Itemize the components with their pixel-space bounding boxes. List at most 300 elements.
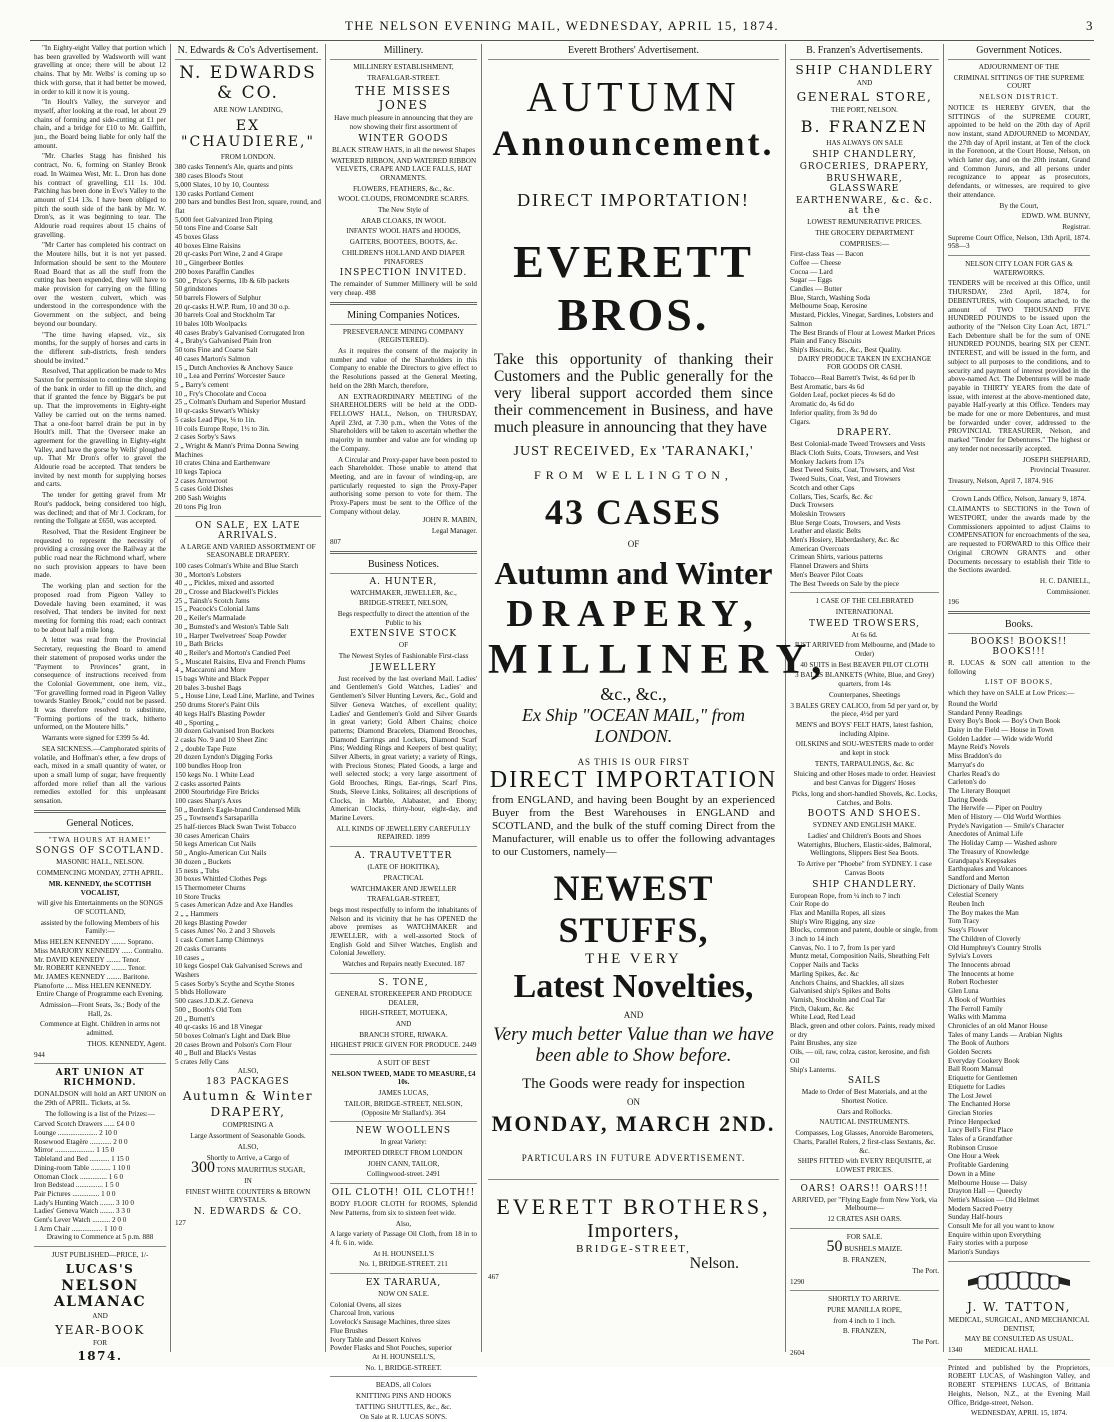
- almanac-year: 1874.: [77, 1349, 123, 1364]
- everett-autumn-winter: Autumn and Winter: [494, 555, 773, 591]
- maize-text: BUSHELS MAIZE.: [844, 1245, 903, 1254]
- goods-item: 5 casks Lead Pipe, ⅛ to 1in.: [175, 415, 256, 424]
- goods-item: 50 barrels Flowers of Sulphur: [175, 293, 261, 302]
- millinery-line: INFANTS' WOOL HATS and HOODS,: [346, 227, 461, 236]
- franzen-title: SHIP CHANDLERY: [795, 63, 934, 77]
- almanac-text: JUST PUBLISHED—PRICE, 1/-: [51, 1251, 149, 1260]
- suit-text: NELSON TWEED, MADE TO MEASURE, £4 10s.: [331, 1069, 476, 1087]
- millinery-line: WOOL CLOUDS, FROMONDRE SCARFS.: [338, 195, 469, 204]
- franzen-text: Sluicing and other Hoses made to order. Heaviest and best Canvas for Diggers' Hoses: [793, 770, 936, 788]
- millinery-text: Have much pleasure in announcing that they are now showing their first assortment of: [334, 114, 473, 132]
- tobacco-item: Inferior quality, from 3s 9d do: [790, 408, 877, 417]
- book-item: Chronicles of an old Manor House: [948, 1021, 1048, 1030]
- book-item: Fairy stories with a purpose: [948, 1239, 1028, 1248]
- sale-item: 40 qr-casks 16 and 18 Vinegar: [175, 1023, 263, 1032]
- franzen-text: 3 BALES GREY CALICO, from 5d per yard or, by the piece, 4½d per yard: [790, 701, 939, 719]
- sale-item: 10 „ Bath Bricks: [175, 640, 224, 649]
- everett-on: ON: [627, 1097, 640, 1107]
- sale-item: 50 boxes Colman's Light and Dark Blue: [175, 1031, 291, 1040]
- goods-item: 5,000 Slates, 10 by 10, Countess: [175, 180, 269, 189]
- goods-item: 2 cases Sorby's Saws: [175, 433, 236, 442]
- book-item: The Ferroll Family: [948, 1004, 1003, 1013]
- everett-direct-importation: DIRECT IMPORTATION: [489, 767, 778, 793]
- beads-text: KNITTING PINS AND HOOKS: [355, 1392, 452, 1401]
- sale-text: A LARGE AND VARIED ASSORTMENT OF SEASONABLE DRAPERY.: [180, 542, 316, 560]
- ad-code: 196: [948, 598, 959, 607]
- franzen-text: PURE MANILLA ROPE,: [827, 1305, 902, 1314]
- prize-item: Dining-room Table ........... 1 10 0: [34, 1163, 131, 1172]
- concert-admission: Admission—Front Seats, 3s.; Body of the Hall, 2s.: [39, 1001, 161, 1018]
- tobacco-item: Best Aromatic, bars 4s 6d: [790, 382, 865, 391]
- tone-text: HIGHEST PRICE GIVEN FOR PRODUCE. 2449: [330, 1041, 477, 1050]
- oilcloth-text: At H. HOUNSELL'S: [373, 1249, 434, 1258]
- edwards-text: ARE NOW LANDING,: [213, 106, 283, 114]
- goods-item: 20 tons Pig Iron: [175, 502, 222, 511]
- tararua-title: EX TARARUA,: [365, 1278, 442, 1289]
- everett-importers: Importers,: [587, 1220, 680, 1242]
- drapery-item: Moleskin Trowsers: [790, 509, 846, 518]
- sale-item: 5 cases Sorby's Scythe and Scythe Stones: [175, 979, 295, 988]
- millinery-line: The New Style of: [378, 206, 429, 215]
- book-item: Golden Ladder — Wide wide World: [948, 734, 1053, 743]
- edwards-firm: N. EDWARDS & CO.: [179, 63, 317, 103]
- everett-nelson: Nelson.: [689, 1255, 739, 1272]
- hunter-text: OF: [398, 641, 409, 650]
- goods-item: 10 „ Fry's Chocolate and Cocoa: [175, 389, 267, 398]
- book-item: Dictionary of Daily Wants: [948, 882, 1024, 891]
- sale-item: 2000 Stourbridge Fire Bricks: [175, 788, 260, 797]
- franzen-text: Picks, long and short-handled Shovels, &c. Locks, Catches, and Bolts.: [791, 789, 938, 807]
- tararua-item: Charcoal Iron, various: [330, 1309, 395, 1318]
- trau-text: (LATE OF HOKITIKA),: [367, 863, 440, 872]
- sale-item: 4 „ Maccaroni and More: [175, 666, 246, 675]
- book-item: Glen Luna: [948, 987, 979, 996]
- ship-item: Paint Brushes, any size: [790, 1039, 857, 1048]
- report-paragraph: "The time having elapsed, viz., six months, for the supply of horses and carts in the different sub-districts, fresh tenders should be invited.": [34, 330, 166, 365]
- book-item: Walks with Mamma: [948, 1013, 1007, 1022]
- drapery-item: Leather and elastic Belts: [790, 527, 861, 536]
- sale-item: 500 „ Booth's Old Tom: [175, 1005, 242, 1014]
- suit-text: TAILOR, BRIDGE-STREET, NELSON, (Opposite Mr Stallard's). 364: [344, 1099, 463, 1117]
- millinery-text: MILLINERY ESTABLISHMENT,: [353, 63, 454, 71]
- franzen-text: DAIRY PRODUCE TAKEN IN EXCHANGE FOR GOODS OR CASH.: [797, 354, 932, 372]
- goods-item: 500 „ Price's Sperms, 1lb & 6lb packets: [175, 276, 290, 285]
- sale-item: 5 „ Muscatel Raisins, Elva and French Plums: [175, 657, 306, 666]
- art-union-text: Drawing to Commence at 5 p.m. 888: [46, 1233, 154, 1242]
- sale-item: 150 kegs No. 1 White Lead: [175, 770, 254, 779]
- hunter-body: Just received by the last overland Mail. Ladies' and Gentlemen's Gold Watches, Ladies' and Gentlemen's Silver Hunting Levers, &c., Gold and Silver Geneva Watches, of excellent quality; Ladies' and Gentlemen's Gold and Silver Guards in great variety; Gold Albert Chains; choice patterns; Diamond Bracelets, Diamond Brooches, Diamond Earrings and Lockets, Diamond Scarf Pins; Wedding Rings and Keepers of best quality; Silver Alberts, in great variety; a variety of Rings, with Precious Stones; Plated Goods, a large and well selected stock; a very large assortment of Gold Brooches, Rings, Ear-rings, Scarf Pins, Studs, Sleeve Links, Solitaires; all descriptions of Clocks, in Marble, Alabaster, and Ebony; American Clocks, thirty-hour, eight-day, and Marine Levers.: [330, 674, 477, 822]
- books-text: which they have on SALE at Low Prices:—: [948, 689, 1075, 698]
- medical-hall: MEDICAL HALL: [984, 1346, 1038, 1354]
- franzen-text: 3 BALES BLANKETS (White, Blue, and Grey) quarters, from 14s: [795, 671, 934, 689]
- column-5: [786, 44, 943, 1357]
- prize-item: Ladies' Geneva Watch ........ 3 3 0: [34, 1207, 131, 1216]
- book-item: Sunday Half-hours: [948, 1213, 1003, 1222]
- hunter-text: EXTENSIVE STOCK: [349, 629, 458, 640]
- report-paragraph: "In Eighty-eight Valley that portion which has been gravelled by Wadsworth will want gravelling at once; there will be about 12 chains. That by Mr. Welbs' is coming up so thick with gorse, that it had better be mowed, in order to kill it now it is young.: [34, 44, 166, 96]
- book-item: The Boy makes the Man: [948, 908, 1019, 917]
- book-item: Nettie's Mission — Old Helmet: [948, 1195, 1040, 1204]
- tobacco-item: Golden Leaf, pocket pieces 4s 6d do: [790, 391, 895, 400]
- almanac-title: NELSON ALMANAC: [53, 1277, 147, 1310]
- hunter-text: JEWELLERY: [370, 662, 437, 673]
- sale-item: 30 „ Morton's Lobsters: [175, 570, 242, 579]
- book-item: The Children of Cloverly: [948, 934, 1021, 943]
- ship-item: Galvanised ship's Spikes and Bolts: [790, 987, 891, 996]
- book-item: Tales of a Grandfather: [948, 1135, 1013, 1144]
- book-item: Robert Rochester: [948, 978, 999, 987]
- beads-text: BEADS, all Colors: [375, 1381, 432, 1390]
- crown-body: CLAIMANTS to SECTIONS in the Town of WESTPORT, under the awards made by the Commissioners appointed to adjust Claims to COMPENSATION for encroachments of the sea, are requested to FORWARD to this Office their Original CROWN GRANTS and other Documents necessary to establish their Title to the Sections awarded.: [948, 505, 1090, 575]
- book-item: Tales of many Lands — Arabian Nights: [948, 1030, 1063, 1039]
- family-member: Mr. JAMES KENNEDY ........ Baritone.: [34, 972, 150, 981]
- grocery-item: Cocoa — Lard: [790, 267, 833, 276]
- book-item: Everyday Cookery Book: [948, 1056, 1020, 1065]
- masthead: [30, 18, 1094, 41]
- sale-item: 30 cases American Chairs: [175, 831, 250, 840]
- gov-text: Provincial Treasurer.: [1030, 466, 1090, 475]
- sale-item: 20 bales 3-bushel Bags: [175, 683, 242, 692]
- packages: 183 PACKAGES: [206, 1077, 290, 1088]
- franzen-text: INTERNATIONAL: [835, 607, 894, 616]
- sale-item: 30 dozen „ Buckets: [175, 857, 232, 866]
- goods-item: 2 cases Arrowroot: [175, 476, 228, 485]
- gov-text: CRIMINAL SITTINGS OF THE SUPREME COURT: [953, 73, 1085, 91]
- franzen-text: TENTS, TARPAULINGS, &c. &c: [814, 759, 915, 768]
- grocery-item: Blue, Starch, Washing Soda: [790, 293, 871, 302]
- sale-item: 25 „ Townsend's Sarsaparilla: [175, 814, 259, 823]
- everett-cases: 43 CASES: [544, 492, 723, 532]
- drapery-item: Black Cloth Suits, Coats, Trowsers, and Vest: [790, 448, 919, 457]
- book-item: Prince Henpecked: [948, 1117, 1001, 1126]
- sale-item: 15 Thermometer Churns: [175, 883, 246, 892]
- goods-item: 50 tons Fine and Coarse Salt: [175, 346, 258, 355]
- sale-text: ALSO,: [237, 1066, 259, 1075]
- tatton-text: MAY BE CONSULTED AS USUAL.: [964, 1335, 1074, 1344]
- concert-text: Entire Change of Programme each Evening.: [36, 990, 164, 999]
- book-item: Consult Me for all you want to know: [948, 1222, 1055, 1231]
- goods-item: 5 cases Gold Dishes: [175, 485, 234, 494]
- ship-item: Ship's Lanterns.: [790, 1065, 837, 1074]
- tararua-list: [330, 1301, 477, 1353]
- prize-item: Ottoman Clock ............... 1 6 0: [34, 1172, 124, 1181]
- drapery-item: The Best Tweeds on Sale by the piece: [790, 579, 899, 588]
- almanac-title: YEAR-BOOK: [55, 1322, 145, 1337]
- goods-item: 4 „ Braby's Galvanised Plain Iron: [175, 337, 272, 346]
- goods-list: [175, 163, 321, 511]
- sale-item: 1 cask Comet Lamp Chimneys: [175, 936, 264, 945]
- book-item: Drayton Hall — Queechy: [948, 1187, 1023, 1196]
- sale-item: 20 „ Burnett's: [175, 1014, 215, 1023]
- family-member: Miss MARJORY KENNEDY ...... Contralto.: [34, 946, 164, 955]
- book-item: Marryat's do: [948, 760, 985, 769]
- mining-paragraph: As it requires the consent of the majority in number and value of the Shareholders in this Company to enable the Directors to give effect to the Resolutions passed at the General Meeting, held on the 28th March, therefore,: [330, 347, 477, 390]
- goods-item: 200 boxes Paraffin Candles: [175, 267, 255, 276]
- sale-item: 20 cases Brown and Polson's Corn Flour: [175, 1040, 292, 1049]
- ship-list: [790, 892, 939, 1075]
- winter-goods: WINTER GOODS: [358, 133, 449, 144]
- drapery-item: Blue Serge Coats, Trowsers, and Vests: [790, 518, 901, 527]
- sale-item: 100 bundles Hoop Iron: [175, 762, 242, 771]
- drapery-item: Men's Beaver Pilot Coats: [790, 570, 863, 579]
- concert-title: "TWA HOURS AT HAME!": [48, 835, 152, 844]
- family-member: Mr. ROBERT KENNEDY ........ Tenor.: [34, 964, 146, 973]
- art-union-title: ART UNION AT RICHMOND.: [55, 1068, 145, 1089]
- franzen-text: Compasses, Log Glasses, Anoroide Barometers, Charts, Parallel Rulers, 2 first-class Sextants, &c. &c.: [793, 1129, 936, 1155]
- millinery-line: BLACK STRAW HATS, in all the newest Shapes: [331, 145, 476, 154]
- gov-text: Commissioner.: [1046, 587, 1090, 596]
- ship-item: Varnish, Stockholm and Coal Tar: [790, 995, 886, 1004]
- franzen-name: B. FRANZEN: [800, 117, 929, 137]
- tatton-name: J. W. TATTON,: [967, 1299, 1071, 1314]
- goods-item: 10 coils Europe Rope, 1½ to 3in.: [175, 424, 270, 433]
- goods-item: 5,000 feet Galvanized Iron Piping: [175, 215, 273, 224]
- everett-value: Very much better Value than we have been able to Show before.: [493, 1024, 774, 1066]
- sale-text: Large Assortment of Seasonable Goods.: [190, 1132, 306, 1141]
- book-item: Ball Room Manual: [948, 1065, 1004, 1074]
- sale-text: FINEST WHITE COUNTERS & BROWN CRYSTALS.: [185, 1187, 311, 1205]
- trau-body: begs most respectfully to inform the inhabitants of Nelson and its vicinity that he has OPENED the above premises as WATCHMAKER and JEWELLER, with a well-assorted Stock of English Gold and Silver Watches, English and Colonial Jewellery.: [330, 905, 477, 958]
- sale-list: [175, 562, 321, 1067]
- edwards-header: N. Edwards & Co's Advertisement.: [175, 44, 321, 60]
- tone-text: AND: [395, 1019, 412, 1028]
- sale-text: COMPRISING A: [222, 1121, 274, 1130]
- goods-item: 10 „ Lea and Perrins' Worcester Sauce: [175, 372, 285, 381]
- franzen-text: B. FRANZEN,: [842, 1327, 887, 1336]
- book-item: Pryde's Navigation — Smile's Character: [948, 821, 1064, 830]
- goods-item: 20 qr-casks H.W.P. Rum, 10 and 30 o.p.: [175, 302, 290, 311]
- goods-item: 50 tons Fine and Coarse Salt: [175, 224, 258, 233]
- everett-ready: The Goods were ready for inspection: [522, 1076, 745, 1092]
- report-paragraph: Resolved, That application be made to Mrs Saxton for permission to continue the sloping of the bank in order to fill up the ditch, and that if granted the fence by Biggar's be put up. That the improvements in Eighty-eight Valley be carried out on the terms named. That a one-foot barrel drain be put in by Hoult's mill. That the Overseer make an agreement for the gravelling in Eighty-eight Valley, and have the gorse by Wells' ploughed up. That Mr Dron's offer to gravel the Aldourie road be accepted. That tenders be invited by next month for supplying horses and carts.: [34, 367, 166, 489]
- suit-text: JAMES LUCAS,: [378, 1089, 429, 1098]
- everett-received: JUST RECEIVED, Ex 'TARANAKI,': [513, 444, 754, 459]
- drapery-item: American Overcoats: [790, 544, 850, 553]
- sale-item: 2 „ double Tape Fuze: [175, 744, 237, 753]
- gov-text: ADJOURNMENT OF THE: [978, 63, 1060, 71]
- book-item: The Enchanted Horse: [948, 1100, 1011, 1109]
- books-list: [948, 700, 1090, 1257]
- sale-item: 5 cases American Adze and Axe Handles: [175, 901, 293, 910]
- franzen-text: At 6s 6d.: [851, 630, 878, 639]
- tone-name: S. TONE,: [378, 977, 429, 988]
- sale-item: 50 kegs American Cut Nails: [175, 840, 257, 849]
- misses-jones: THE MISSES JONES: [355, 84, 452, 113]
- book-item: The Innocents abroad: [948, 960, 1011, 969]
- book-item: Men of History — Old World Worthies: [948, 813, 1061, 822]
- prize-list: [34, 1120, 166, 1233]
- grocery-item: Mustard, Pickles, Vinegar, Sardines, Lobsters and Salmon: [790, 311, 934, 328]
- woollens-text: Collingwood-street. 2491: [366, 1170, 441, 1179]
- everett-newest: NEWEST STUFFS,: [553, 868, 714, 950]
- book-item: Grandpapa's Keepsakes: [948, 856, 1017, 865]
- report-paragraph: Warrants were signed for £399 5s 4d.: [42, 734, 150, 743]
- almanac-text: FOR: [93, 1338, 107, 1347]
- book-item: Grecian Stories: [948, 1108, 993, 1117]
- book-item: Daring Deeds: [948, 795, 988, 804]
- books-header: Books.: [948, 618, 1090, 634]
- prize-item: Rosewood Etagère ............ 2 0 0: [34, 1137, 128, 1146]
- millinery-header: Millinery.: [330, 44, 477, 60]
- franzen-text: OILSKINS and SOU-WESTERS made to order and kept in stock: [795, 740, 934, 758]
- millinery-line: GAITERS, BOOTEES, BOOTS, &c.: [349, 238, 458, 247]
- drapery-line: DRAPERY,: [210, 1105, 286, 1120]
- franzen-text: SHORTLY TO ARRIVE.: [828, 1295, 901, 1304]
- books-cry: BOOKS! BOOKS!! BOOKS!!!: [970, 637, 1068, 658]
- ad-code: 944: [34, 1050, 45, 1059]
- millinery-line: WATERED RIBBON, AND WATERED RIBBON VELVETS, CRAPE AND LACE FALLS, HAT ORNAMENTS.: [330, 156, 477, 182]
- sale-item: 10 cases „: [175, 953, 205, 962]
- oilcloth-title: OIL CLOTH! OIL CLOTH!!: [331, 1188, 476, 1199]
- mining-signature: Legal Manager.: [431, 527, 477, 536]
- page-number: 3: [1086, 18, 1094, 33]
- sale-item: 2 „ „ Hammers: [175, 910, 219, 919]
- book-item: A Book of Worthies: [948, 995, 1006, 1004]
- sale-item: 25 „ Tainsh's Scotch Jams: [175, 596, 250, 605]
- report-paragraph: The tender for getting gravel from Mr Rout's paddock, being considered too high, was declined; and that of Mr J. Cockram, for renting the Tollgate at £650, was accepted.: [34, 491, 166, 526]
- sale-item: 15 nests „ Tubs: [175, 866, 220, 875]
- goods-item: 10 „ Gingerbeer Bottles: [175, 259, 244, 268]
- book-item: Round the World: [948, 699, 998, 708]
- ship-item: Marling Spikes, &c. &c: [790, 969, 859, 978]
- mining-signature: JOHN R. MABIN,: [422, 516, 477, 525]
- imprint: Printed and published by the Proprietors, ROBERT LUCAS, of Washington Valley, and ROBERT STEPHENS LUCAS, of Brittania Heights, Nelson, N.Z., at the Evening Mail Office, Bridge-street, Nelson.: [948, 1363, 1090, 1407]
- franzen-text: 12 CRATES ASH OARS.: [827, 1215, 902, 1224]
- goods-item: 380 casks Tennent's Ale, quarts and pints: [175, 163, 293, 172]
- grocery-item: Melbourne Soap, Kerosine: [790, 302, 868, 311]
- goods-item: 40 boxes Elme Raisins: [175, 241, 241, 250]
- book-item: Sylvia's Lovers: [948, 952, 993, 961]
- everett-very: THE VERY: [585, 951, 682, 967]
- inspection: INSPECTION INVITED.: [339, 268, 468, 279]
- book-item: Anecdotes of Animal Life: [948, 830, 1023, 839]
- prize-item: Tableland and Bed ........... 1 15 0: [34, 1155, 130, 1164]
- ship-item: Black, green and other colors. Paints, ready mixed or dry: [790, 1022, 935, 1039]
- franzen-text: LOWEST REMUNERATIVE PRICES.: [807, 218, 922, 227]
- everett-header: Everett Brothers' Advertisement.: [488, 44, 779, 60]
- ship-item: Pitch, Oakum, &c. &c: [790, 1004, 855, 1013]
- tobacco-item: Cigars.: [790, 417, 811, 426]
- gov-text: NELSON DISTRICT.: [979, 93, 1059, 102]
- family-member: Pianoforte .... Miss HELEN KENNEDY.: [34, 981, 152, 990]
- sale-item: 2 casks assorted Paints: [175, 779, 241, 788]
- report-paragraph: A letter was read from the Provincial Secretary, requesting the Board to amend their statement of proposed works under the "Payment to Provinces" grant, in consequence of instructions received from the Colonial Government, one item, viz., "For gravelling formed road in Pigeon Valley towards Stanley Brook," could not be passed. It was therefore resolved to substitute, "Forming portions of the track, hitherto unformed, on the Moutere hills.": [34, 636, 166, 732]
- report-paragraph: "In Hoult's Valley, the surveyor and myself, after looking at the road, let about 29 chains of forming and side-cutting at £1 per chain, and a bridge for £10 to Mr. Gaiffith, jun., the Board being liable for only half the amount.: [34, 98, 166, 150]
- tone-text: GENERAL STOREKEEPER AND PRODUCE DEALER,: [334, 989, 473, 1007]
- millinery-line: FLOWERS, FEATHERS, &c., &c.: [352, 184, 455, 193]
- franzen-text: To Arrive per "Phoebe" from SYDNEY. 1 case Canvas Boots: [797, 860, 932, 877]
- drapery-item: Best Colonial-made Tweed Trowsers and Vests: [790, 440, 926, 449]
- franzen-line: TWEED TROWSERS,: [808, 618, 921, 629]
- franzen-text: The Port.: [912, 1266, 939, 1275]
- tararua-text: NOW ON SALE.: [378, 1290, 429, 1299]
- prize-item: Carved Scotch Drawers ...... £4 0 0: [34, 1120, 135, 1129]
- tone-text: HIGH-STREET, MOTUEKA,: [359, 1009, 448, 1018]
- gov-text: Registrar.: [1062, 222, 1090, 231]
- sale-item: 50 „ Borden's Eagle-brand Condensed Milk: [175, 805, 301, 814]
- edwards-text: FROM LONDON.: [220, 152, 276, 161]
- woollens-text: In great Variety:: [380, 1138, 427, 1147]
- franzen-text: COMPRISES:—: [839, 239, 890, 248]
- book-item: The Book of Authors: [948, 1039, 1009, 1048]
- sale-item: 5 cases Ames' No. 2 and 3 Shovels: [175, 927, 275, 936]
- franzen-text: Oars and Rollocks.: [837, 1107, 892, 1116]
- sale-item: 100 cases Sharp's Axes: [175, 796, 242, 805]
- book-item: Etiquette for Gentlemen: [948, 1074, 1018, 1083]
- loan-heading: NELSON CITY LOAN FOR GAS & WATERWORKS.: [965, 260, 1073, 277]
- franzen-title: GENERAL STORE,: [796, 89, 933, 104]
- tararua-item: Flue Brushes: [330, 1326, 368, 1335]
- book-item: Celestial Scenery: [948, 891, 999, 900]
- hunter-name: A. HUNTER,: [369, 576, 438, 587]
- everett-bros: EVERETT BROS.: [513, 236, 754, 340]
- trau-text: TRAFALGAR-STREET,: [367, 895, 440, 904]
- everett-of: OF: [627, 539, 640, 549]
- imprint-date: WEDNESDAY, APRIL 15, 1874.: [970, 1409, 1068, 1418]
- book-item: Robinson Crusoe: [948, 1143, 998, 1152]
- prize-item: Lounge ...................... 2 10 0: [34, 1129, 118, 1138]
- franzen-text: SHIPS FITTED with EVERY REQUISITE, at LOWEST PRICES.: [797, 1157, 932, 1174]
- sale-item: 30 boxes Whittled Clothes Pegs: [175, 875, 267, 884]
- franzen-line: SHIP CHANDLERY,: [812, 150, 917, 161]
- sale-item: 30 dozen Galvanised Iron Buckets: [175, 727, 275, 736]
- gov-text: EDWD. WM. BUNNY,: [1021, 212, 1090, 221]
- goods-item: 20 qr-casks Port Wine, 2 and 4 Grape: [175, 250, 283, 259]
- sale-item: 5 bhds Holloware: [175, 988, 227, 997]
- franzen-line: EARTHENWARE, &c. &c. at the: [795, 196, 934, 217]
- millinery-line: ARAB CLOAKS, IN WOOL: [361, 216, 446, 225]
- concert-date: COMMENCING MONDAY, 27TH APRIL.: [36, 869, 164, 878]
- sale-item: 10 „ Harper Twelvetrees' Soap Powder: [175, 631, 287, 640]
- franzen-text: THE PORT, NELSON.: [831, 105, 898, 114]
- prize-item: Mirror ...................... 1 15 0: [34, 1146, 115, 1155]
- almanac-name: LUCAS'S: [65, 1261, 135, 1276]
- ship-item: Copper Nails and Tacks: [790, 961, 859, 970]
- everett-particulars: PARTICULARS IN FUTURE ADVERTISEMENT.: [521, 1153, 746, 1163]
- book-item: The Innocents at home: [948, 969, 1014, 978]
- column-1: [30, 44, 170, 1364]
- concert-performer: MR. KENNEDY, the SCOTTISH VOCALIST,: [48, 879, 152, 897]
- goods-item: 45 boxes Glass: [175, 233, 219, 242]
- book-item: Modern Sacred Poetry: [948, 1204, 1013, 1213]
- grocery-list: [790, 250, 939, 294]
- loan-body: TENDERS will be received at this Office, until THURSDAY, 23rd April, 1874, for DEBENTURES, with Coupons attached, to the amount of TWO THOUSAND FIVE HUNDRED POUNDS to be issued upon the authority of the "Nelson City Loan Act, 1871." Each Debenture shall be for the sum of ONE HUNDRED POUNDS, bearing SIX per CENT. INTEREST, and will be issued in the form, and subject to all purposes to the conditions, and to security and payment of interest provided in the above-named Act. The Debentures will be made payable in THIRTY YEARS from the date of issue, with interest at the above-mentioned date, payable Half-yearly at this Office. Tenders may be made for one or more Debentures, and must be forwarded under cover, addressed to the PROVINCIAL TREASURER, Nelson, and marked "Tender for Debentures." The highest or any tender not necessarily accepted.: [948, 279, 1090, 453]
- goods-item: 50 grindstones: [175, 285, 218, 294]
- franzen-text: Made to Order of Best Materials, and at the Shortest Notice.: [801, 1088, 928, 1105]
- hunter-text: BRIDGE-STREET, NELSON,: [359, 599, 448, 608]
- government-header: Government Notices.: [948, 44, 1090, 60]
- ship-chandlery-heading: SHIP CHANDLERY.: [812, 879, 917, 890]
- book-item: The Lost Jewel: [948, 1091, 992, 1100]
- prize-item: Lady's Hunting Watch ........ 3 10 0: [34, 1198, 134, 1207]
- almanac-text: AND: [92, 1311, 108, 1320]
- sale-item: 15 bags White and Black Pepper: [175, 675, 269, 684]
- franzen-text: NAUTICAL INSTRUMENTS.: [819, 1118, 910, 1127]
- everett-thanks: Take this opportunity of thanking their Customers and the Public generally for the very liberal support accorded them since their commencement in Business, and have much pleasure in announcing that they have: [494, 351, 773, 436]
- goods-item: 380 cases Blood's Stout: [175, 172, 244, 181]
- hunter-text: WATCHMAKER, JEWELLER, &c.,: [350, 588, 457, 597]
- grocery-item: Coffee — Cheese: [790, 258, 841, 267]
- report-paragraph: SEA SICKNESS.—Camphorated spirits of volatile, and Hoffman's ether, a few drops of each, mixed in a small quantity of water, or upon a small lump of sugar, have frequently afforded more relief than all the various remedies extolled for this unpleasant sensation.: [34, 744, 166, 806]
- column-6: [944, 44, 1094, 1418]
- books-text: R. LUCAS & SON call attention to the following: [948, 659, 1090, 676]
- woollens-text: JOHN CANN, TAILOR,: [367, 1159, 440, 1168]
- ad-code: 2604: [790, 1348, 805, 1357]
- goods-item: 10 qr-casks Stewart's Whisky: [175, 407, 260, 416]
- book-item: Marion's Sundays: [948, 1248, 1000, 1257]
- book-item: Charles Read's do: [948, 769, 1000, 778]
- mining-header: Mining Companies Notices.: [330, 309, 477, 325]
